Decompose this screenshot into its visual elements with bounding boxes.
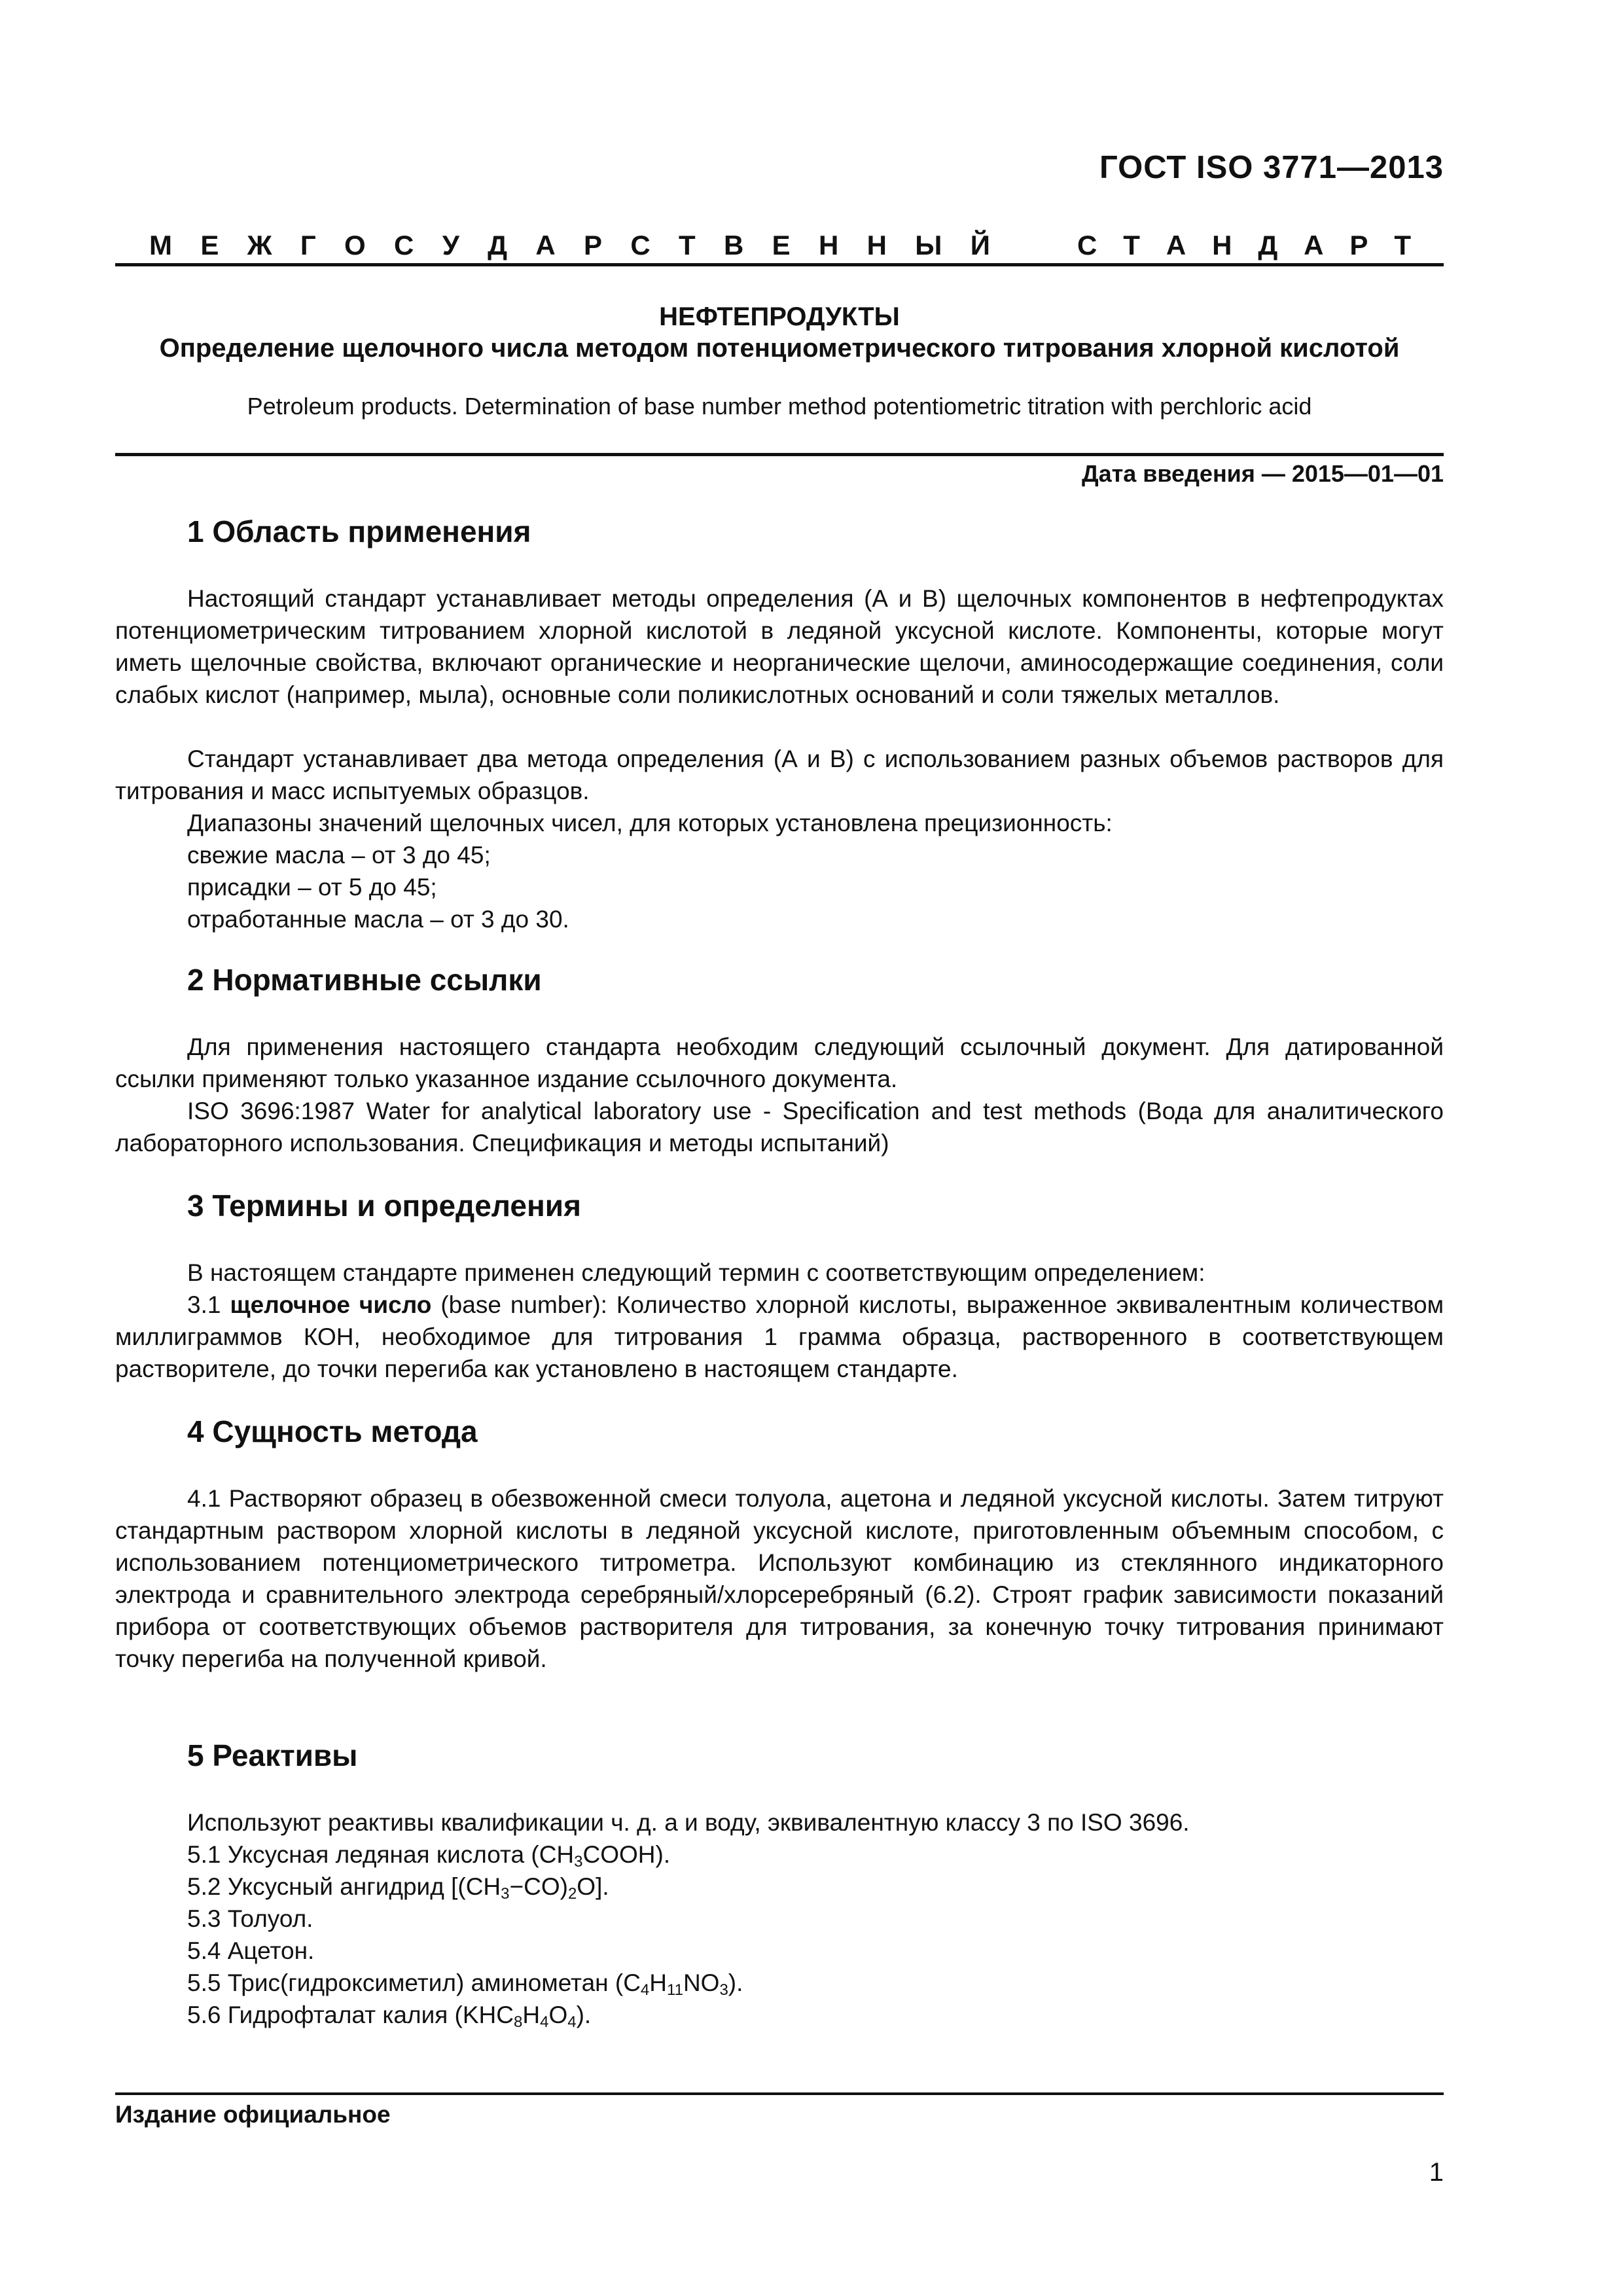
section-2-reference: ISO 3696:1987 Water for analytical laboratory use - Specification and test methods (Вода для аналитического лабораторного использования. Спецификация и методы испытаний) (115, 1098, 1444, 1157)
reagent-5-2: 5.2 Уксусный ангидрид $[(CH_3-CO)_2O]$. (187, 1873, 609, 1903)
section-1-paragraph-2: Стандарт устанавливает два метода определения (А и В) с использованием разных объемов растворов для титрования и масс испытуемых образцов. (115, 745, 1444, 804)
standard-code: ГОСТ ISO 3771—2013 (1099, 150, 1444, 185)
document-title: НЕФТЕПРОДУКТЫ (659, 302, 900, 331)
section-3-title: 3 Термины и определения (187, 1189, 581, 1223)
section-1-paragraph-1: Настоящий стандарт устанавливает методы определения (А и В) щелочных компонентов в нефтепродуктах потенциометрическим титрованием хлорной кислотой в ледяной уксусной кислоте. Компоненты, которые могут иметь щелочные свойства, включают органические и неорганические щелочи, аминосодержащие соединения, соли слабых кислот (например, мыла), основные соли поликислотных оснований и соли тяжелых металлов. (115, 585, 1444, 708)
reagent-5-4: 5.4 Ацетон. (187, 1937, 315, 1964)
section-2-title: 2 Нормативные ссылки (187, 963, 542, 997)
section-3-intro: В настоящем стандарте применен следующий термин с соответствующим определением: (187, 1259, 1205, 1286)
title-divider (115, 453, 1444, 456)
section-3-definition: 3.1 щелочное число (base number): Количество хлорной кислоты, выраженное эквивалентным количеством миллиграммов КОН, необходимое для титрования 1 грамма образца, растворенного в соответствующем растворителе, до точки перегиба как установлено в настоящем стандарте. (115, 1291, 1444, 1382)
section-1-range-additives: присадки – от 5 до 45; (187, 874, 437, 901)
reagent-5-1: 5.1 Уксусная ледяная кислота $(CH_3COOH)$. (187, 1841, 671, 1871)
interstate-standard-heading (115, 226, 1444, 265)
reagent-5-6: 5.6 Гидрофталат калия $(KHC_8H_4O_4)$. (187, 2001, 592, 2031)
section-1-range-fresh-oils: свежие масла – от 3 до 45; (187, 842, 491, 869)
reagent-5-3: 5.3 Толуол. (187, 1905, 313, 1932)
section-5-title: 5 Реактивы (187, 1738, 358, 1772)
english-title: Petroleum products. Determination of base number method potentiometric titration with perchloric acid (247, 393, 1312, 420)
document-subtitle: Определение щелочного числа методом потенциометрического титрования хлорной кислотой (159, 334, 1400, 363)
reagent-5-5: 5.5 Трис(гидроксиметил) аминометан $(C_4H_{11}NO_3)$. (187, 1969, 743, 1999)
standard-word: С Т А Н Д А Р Т (1077, 230, 1411, 260)
interstate-word: М Е Ж Г О С У Д А Р С Т В Е Н Н Ы Й (149, 230, 990, 260)
official-edition-label: Издание официальное (115, 2101, 391, 2128)
page-number: 1 (1429, 2158, 1444, 2187)
section-4-title: 4 Сущность метода (187, 1414, 478, 1448)
section-1-title: 1 Область применения (187, 514, 531, 548)
header-divider (115, 263, 1444, 266)
section-4-paragraph: 4.1 Растворяют образец в обезвоженной смеси толуола, ацетона и ледяной уксусной кислоты. Затем титруют стандартным раствором хлорной кислоты в ледяной уксусной кислоте, приготовленным объемным способом, с использованием потенциометрического титрометра. Используют комбинацию из стеклянного индикаторного электрода и сравнительного электрода серебряный/хлорсеребряный (6.2). Строят график зависимости показаний прибора от соответствующих объемов растворителя для титрования, за конечную точку титрования принимают точку перегиба на полученной кривой. (115, 1485, 1444, 1672)
section-1-ranges-intro: Диапазоны значений щелочных чисел, для которых установлена прецизионность: (187, 810, 1113, 836)
section-2-paragraph-1: Для применения настоящего стандарта необходим следующий ссылочный документ. Для датированной ссылки применяют только указанное издание ссылочного документа. (115, 1033, 1444, 1092)
defined-term: щелочное число (230, 1291, 432, 1318)
document-page (115, 0, 1444, 2296)
section-1-range-used-oils: отработанные масла – от 3 до 30. (187, 906, 569, 933)
footer-divider (115, 2092, 1444, 2095)
section-5-intro: Используют реактивы квалификации ч. д. а и воду, эквивалентную классу 3 по ISO 3696. (187, 1809, 1190, 1836)
introduction-date: Дата введения — 2015—01—01 (1081, 460, 1444, 487)
